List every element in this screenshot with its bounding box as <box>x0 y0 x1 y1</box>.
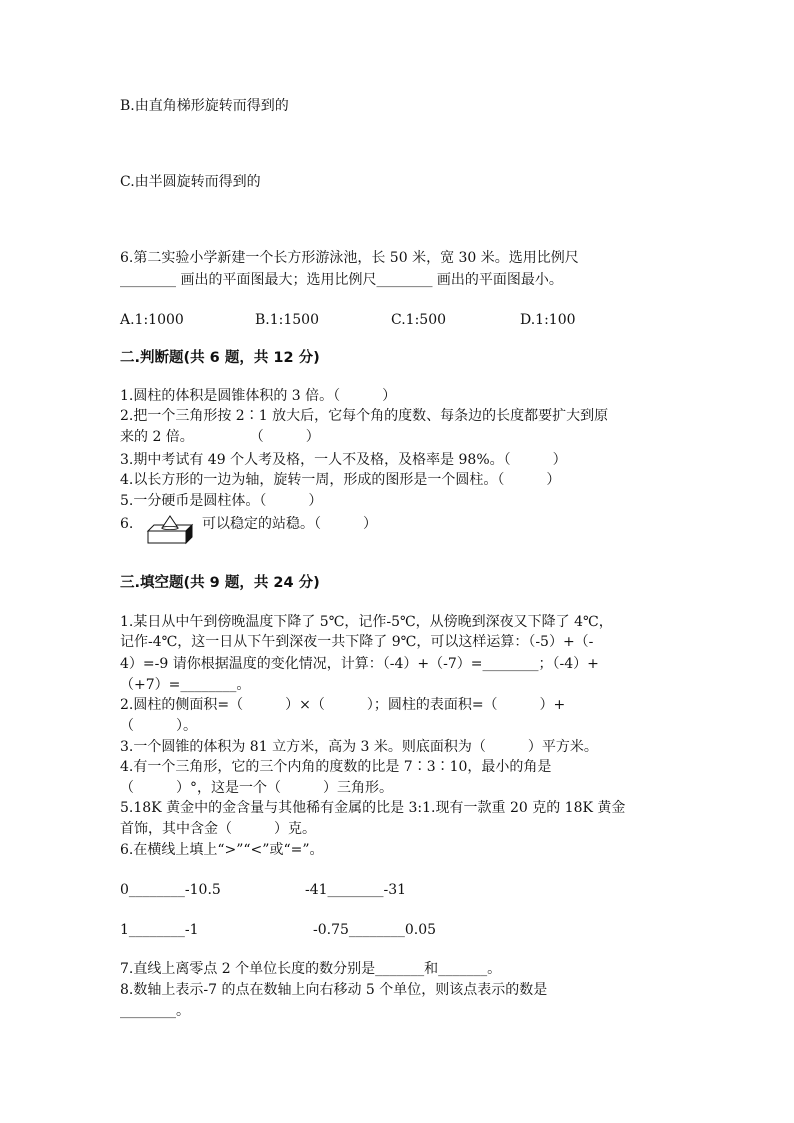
question-6-line-2: ________ 画出的平面图最大；选用比例尺________ 画出的平面图最小。 <box>120 272 563 288</box>
cone-on-box-figure <box>140 515 196 549</box>
fill-question-8-line-2: ________。 <box>120 1003 190 1019</box>
judge-item-2-cont: 来的 2 倍。 （ ） <box>120 429 320 445</box>
choice-a: A.1:1000 <box>120 312 184 328</box>
judge-item-6-number: 6. <box>120 516 134 532</box>
compare-item-4: -0.75________0.05 <box>313 922 437 938</box>
compare-item-1: 0________-10.5 <box>120 882 221 898</box>
choice-d: D.1:100 <box>520 312 576 328</box>
question-6-line-1: 6.第二实验小学新建一个长方形游泳池，长 50 米，宽 30 米。选用比例尺 <box>120 250 579 266</box>
judge-item-2: 2.把一个三角形按 2∶1 放大后，它每个角的度数、每条边的长度都要扩大到原 <box>120 408 609 424</box>
fill-line-6: （ ）。 <box>120 718 197 734</box>
fill-line-10: 5.18K 黄金中的金含量与其他稀有金属的比是 3:1.现有一款重 20 克的 18K 黄金 <box>120 800 626 816</box>
choice-b: B.1:1500 <box>255 312 319 328</box>
fill-question-7: 7.直线上离零点 2 个单位长度的数分别是_______和_______。 <box>120 961 502 977</box>
judge-item-3: 3.期中考试有 49 个人考及格，一人不及格，及格率是 98%。（ ） <box>120 452 567 468</box>
fill-line-7: 3.一个圆锥的体积为 81 立方米，高为 3 米。则底面积为（ ）平方米。 <box>120 739 598 755</box>
compare-item-2: -41________-31 <box>305 882 407 898</box>
fill-line-12: 6.在横线上填上“>”“<”或“=”。 <box>120 842 324 858</box>
fill-question-8-line-1: 8.数轴上表示-7 的点在数轴上向右移动 5 个单位，则该点表示的数是 <box>120 982 548 998</box>
option-b: B.由直角梯形旋转而得到的 <box>120 98 289 114</box>
fill-line-9: （ ）°，这是一个（ ）三角形。 <box>120 780 393 796</box>
fill-line-1: 1.某日从中午到傍晚温度下降了 5℃，记作-5℃，从傍晚到深夜又下降了 4℃， <box>120 614 613 630</box>
fill-line-11: 首饰，其中含金（ ）克。 <box>120 821 316 837</box>
fill-line-8: 4.有一个三角形，它的三个内角的度数的比是 7∶3∶10，最小的角是 <box>120 759 552 775</box>
choice-c: C.1:500 <box>391 312 447 328</box>
fill-line-5: 2.圆柱的侧面积=（ ）×（ ）；圆柱的表面积=（ ）+ <box>120 697 566 713</box>
fill-line-2: 记作-4℃，这一日从下午到深夜一共下降了 9℃，可以这样运算：（-5）+（- <box>120 634 594 650</box>
compare-item-3: 1________-1 <box>120 922 199 938</box>
judge-item-1: 1.圆柱的体积是圆锥体积的 3 倍。（ ） <box>120 388 397 404</box>
judge-item-4: 4.以长方形的一边为轴，旋转一周，形成的图形是一个圆柱。（ ） <box>120 472 561 488</box>
fill-line-4: （+7）=________。 <box>120 677 251 693</box>
judge-item-6-text: 可以稳定的站稳。（ ） <box>202 516 377 532</box>
section-3-heading: 三.填空题(共 9 题，共 24 分) <box>120 575 320 591</box>
section-2-heading: 二.判断题(共 6 题，共 12 分) <box>120 350 320 366</box>
option-c: C.由半圆旋转而得到的 <box>120 174 261 190</box>
judge-item-5: 5.一分硬币是圆柱体。（ ） <box>120 493 323 509</box>
fill-line-3: 4）=-9 请你根据温度的变化情况，计算：（-4）+（-7）=________；（-4）+ <box>120 656 599 672</box>
